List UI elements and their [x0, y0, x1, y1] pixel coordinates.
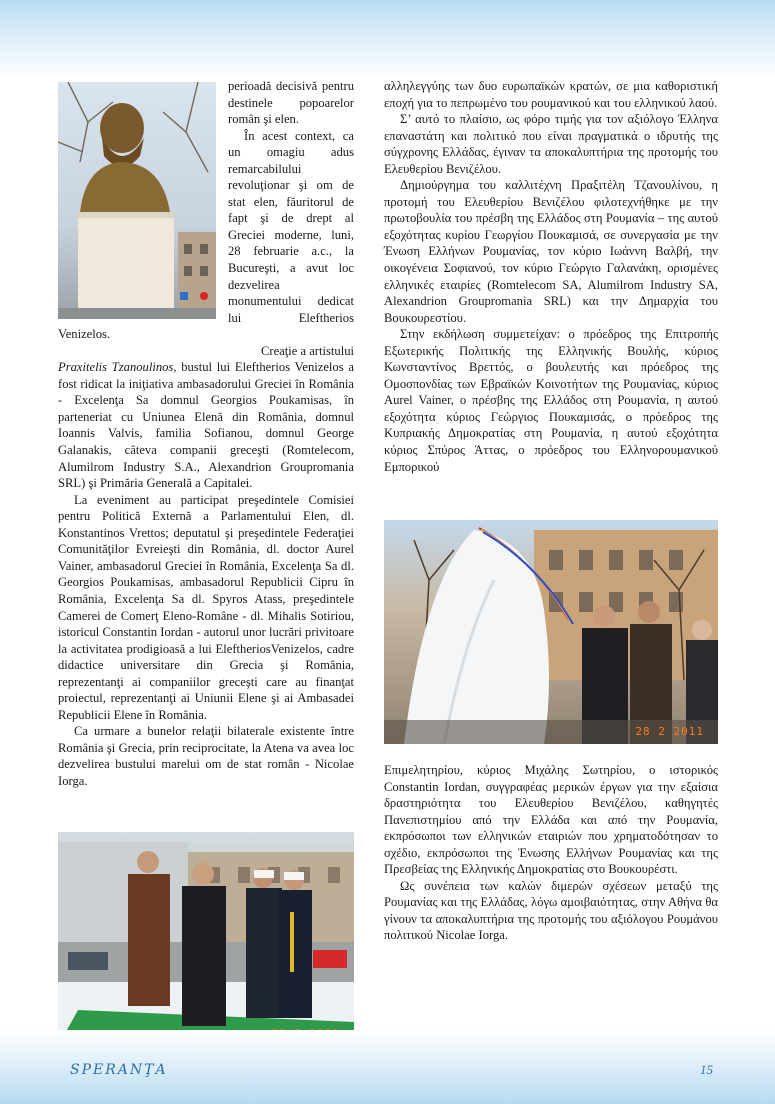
unveiling-illustration	[384, 520, 718, 744]
right-text-column-bottom	[384, 762, 718, 944]
top-gradient-band	[0, 0, 775, 80]
venizelos-bust-photo	[58, 82, 216, 319]
artist-name: Praxitelis Tzanoulinos	[58, 360, 174, 375]
magazine-title: SPERANŢA	[70, 1062, 168, 1078]
greek-paragraph-1: αλληλεγγύης των δυο ευρωπαϊκών κρατών, σε μια καθοριστική εποχή για το πεπρωμένο του ρουμανικού και του ελληνικού λαού.	[384, 79, 718, 110]
crowd-illustration	[58, 832, 354, 1046]
unveiling-date-stamp: 28 2 2011	[635, 725, 704, 738]
paragraph-4: La eveniment au participat preşedintele Comisiei pentru Politică Externă a Parlamentului Elen, dl. Konstantinos Vrettos; deputatul şi preşedintele Federaţiei Comunităţilor Evreieşti din România, dl. doctor Aurel Vainer, ambasadorul Greciei în România, Excelenţa Sa dl. Georgios Poukamisas, ambasadorul Republicii Cipru în România, Excelenţa Sa dl. Spyros Atass, preşedintele Camerei de Comerţ Eleno-Române - dl. Mihalis Sotiriou, istoricul Constantin Iordan - autorul unor lucrări privitoare la activitatea prodigioasă a lui EleftheriosVenizelos, cadre didactice universitare din Grecia şi România, reprezentanţi ai companiilor greceşti care au finanţat proiectul, reprezentanţi ai Uniunii Elene şi ai Ambasadei Republicii Elene în România.	[58, 492, 354, 722]
left-text-column	[58, 78, 354, 790]
paragraph-2: În acest context, ca un omagiu adus remarcabilului revoluţionar şi om de stat elen, făuritorul de fapt şi de drept al Greciei moderne, luni, 28 februarie a.c., la Bucureşti, a avut loc dezvelirea monumentului dedicat lui Eleftherios Venizelos.	[58, 128, 354, 342]
greek-paragraph-2: Σ’ αυτό το πλαίσιο, ως φόρο τιμής για τον αξιόλογο Έλληνα επαναστάτη και πολιτικό που είναι πραγματικά ο ιδρυτής της σύγχρονης Ελλάδας, έγιναν τα αποκαλυπτήρια της προτομής του Ελευθερίου Βενιζέλου.	[384, 112, 718, 176]
paragraph-3	[58, 359, 354, 491]
greek-paragraph-4: Στην εκδήλωση συμμετείχαν: ο πρόεδρος της Επιτροπής Εξωτερικής Πολιτικής της Ελληνικής Βουλής, κύριος Κωνσταντίνος Βρεττός, ο βουλευτής και πρόεδρος της Ομοσπονδίας των Εβραϊκών Κοινοτήτων της Ρουμανίας, κύριος Aurel Vainer, ο πρέσβης της Ελλάδος στη Ρουμανία, η αυτού εξοχότητα κύριος Γεώργιος Πουκαμισάς, ο πρόεδρος της Κυπριακής Δημοκρατίας στη Ρουμανία, η αυτού εξοχότητα κύριος Σπύρος Άττας, ο πρόεδρος του Ελληνορουμανικού Εμπορικού	[384, 327, 718, 474]
page-number: 15	[700, 1062, 713, 1077]
bust-illustration	[58, 82, 216, 319]
right-text-column-top	[384, 78, 718, 475]
paragraph-5: Ca urmare a bunelor relaţii bilaterale existente între România şi Grecia, prin reciprocitate, la Atena va avea loc dezvelirea bustului marelui om de stat român - Nicolae Iorga.	[58, 724, 354, 788]
paragraph-3-body: , bustul lui Eleftherios Venizelos a fost ridicat la iniţiativa ambasadorului Greciei în România - Excelenţa Sa domnul Georgios Poukamisas, în parteneriat cu Uniunea Elenă din România, domnul Ioannis Valvis, familia Sofianou, domnul George Galanakis, câteva companii greceşti (Romtelecom, Alumilrom Industry S.A., Alexandrion Groupromania SRL) şi Primăria Generală a Capitalei.	[58, 360, 354, 491]
paragraph-1: perioadă decisivă pentru destinele popoarelor român şi elen.	[228, 79, 354, 127]
greek-paragraph-5: Επιμελητηρίου, κύριος Μιχάλης Σωτηρίου, ο ιστορικός Constantin Iordan, συγγραφέας μερικών έργων για την εξαίσια δραστηριότητα του Ελευθερίου Βενιζέλου, καθηγητές Πανεπιστημίου από την Ελλάδα και από την Ρουμανία, εκπρόσωποι των ελληνικών εταιριών που χρηματοδότησαν το σχέδιο, εκπρόσωποι της Ένωσης Ελλήνων Ρουμανίας και της Πρεσβείας της Ελληνικής Δημοκρατίας στο Βουκουρέστι.	[384, 763, 718, 877]
ceremony-crowd-photo	[58, 832, 354, 1046]
unveiling-photo	[384, 520, 718, 744]
paragraph-3-lead: Creaţie a artistului	[260, 343, 354, 358]
greek-paragraph-6: Ως συνέπεια των καλών διμερών σχέσεων μεταξύ της Ρουμανίας και της Ελλάδας, λόγω αμοιβαιότητας, στην Αθήνα θα γίνουν τα αποκαλυπτήρια της προτομής του αξιόλογου Ρουμάνου πολιτικού Nicolae Iorga.	[384, 878, 718, 943]
greek-paragraph-3: Δημιούργημα του καλλιτέχνη Πραξιτέλη Τζανουλίνου, η προτομή του Ελευθερίου Βενιζέλου φιλοτεχνήθηκε με την πρωτοβουλία του πρέσβη της Ελλάδος στη Ρουμανία – της αυτού εξοχότητας κυρίου Γεωργίου Πουκαμισά, σε συνεργασία με την Ένωση Ελλήνων Ρουμανίας, τον κύριο Ιωάννη Βαλβή, την οικογένεια Σοφιανού, τον κύριο Γεώργιο Γαλανάκη, ορισμένες ελληνικές εταιρίες (Romtelecom SA, Alumilrom Industry SA, Alexandrion Groupromania SRL) και την Δημαρχία του Βουκουρεστίου.	[384, 178, 718, 325]
